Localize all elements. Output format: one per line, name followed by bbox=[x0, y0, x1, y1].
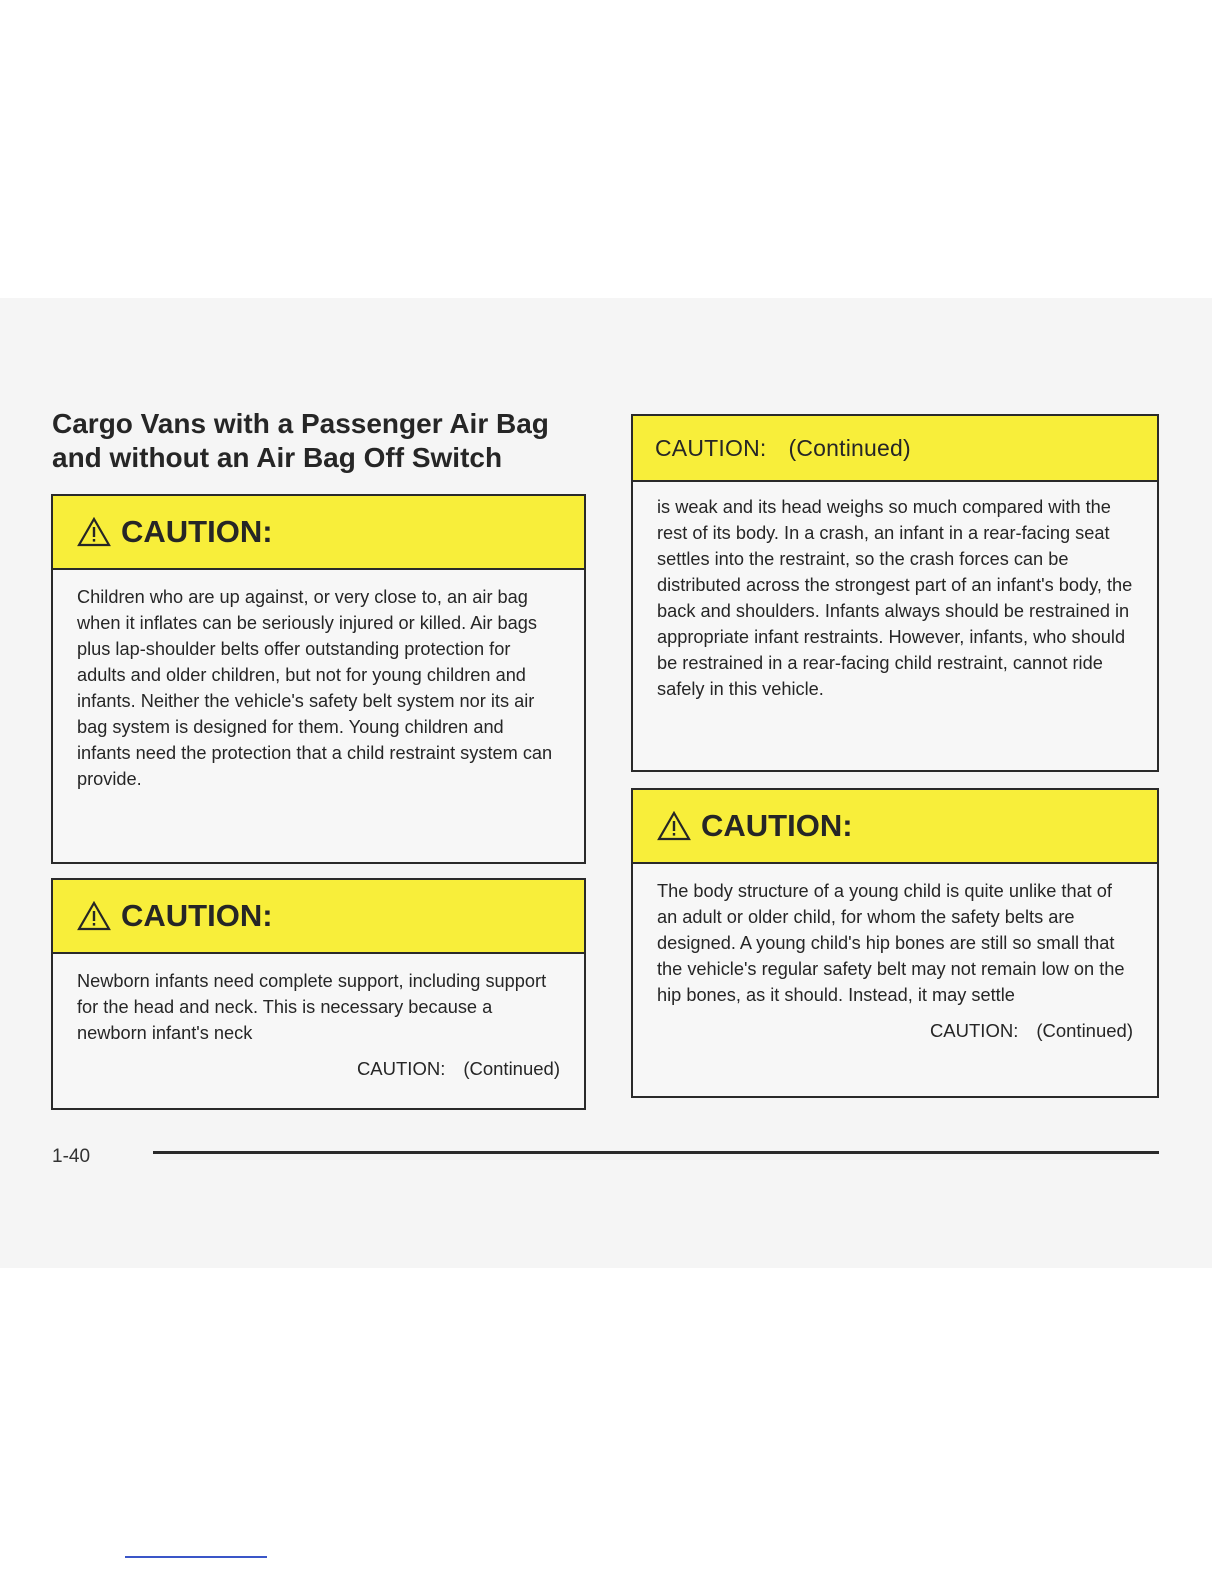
caution-label: CAUTION: bbox=[121, 898, 273, 933]
footnote-rule bbox=[125, 1556, 267, 1558]
continued-caution-label: CAUTION: bbox=[356, 1058, 446, 1079]
caution-continued-header bbox=[633, 416, 1157, 482]
caution-text: Children who are up against, or very close to, an air bag when it inflates can be seriously injured or killed. Air bags plus lap-shoulder belts offer outstanding protection for adults and older children, but not for young children and infants. Neither the vehicle's safety belt system nor its air bag system is designed for them. Young children and infants need the protection that a child restraint system can provide. bbox=[77, 587, 553, 789]
caution-box-continued bbox=[631, 414, 1159, 772]
page-number: 1-40 bbox=[52, 1146, 91, 1167]
warning-triangle-icon bbox=[77, 517, 111, 547]
section-title-line-1: Cargo Vans with a Passenger Air Bag bbox=[52, 408, 549, 439]
continued-caution-label: CAUTION: bbox=[929, 1020, 1019, 1041]
warning-triangle-icon bbox=[77, 901, 111, 931]
caution-text: Newborn infants need complete support, including support for the head and neck. This is necessary because a newborn infant's neck bbox=[77, 971, 547, 1043]
caution-body bbox=[633, 482, 1157, 702]
warning-triangle-icon bbox=[657, 811, 691, 841]
caution-label: CAUTION: bbox=[701, 808, 853, 843]
caution-continued-title bbox=[655, 435, 911, 462]
caution-label: CAUTION: bbox=[121, 514, 273, 549]
caution-box-body-structure bbox=[631, 788, 1159, 1098]
caution-header bbox=[53, 496, 584, 570]
continued-label: (Continued) bbox=[788, 434, 911, 461]
continued-label: (Continued) bbox=[1036, 1020, 1133, 1041]
caution-continued-note bbox=[53, 1058, 584, 1080]
caution-text: is weak and its head weighs so much compared with the rest of its body. In a crash, an infant in a rear-facing seat settles into the restraint, so the crash forces can be distributed across the strongest part of an infant's body, the back and shoulders. Infants always should be restrained in appropriate infant restraints. However, infants, who should be restrained in a rear-facing child restraint, cannot ride safely in this vehicle. bbox=[657, 497, 1133, 699]
continued-label: (Continued) bbox=[463, 1058, 560, 1079]
caution-label: CAUTION: bbox=[655, 434, 767, 461]
caution-header bbox=[53, 880, 584, 954]
caution-text: The body structure of a young child is quite unlike that of an adult or older child, for whom the safety belts are designed. A young child's hip bones are still so small that the vehicle's regular safety belt may not remain low on the hip bones, as it should. Instead, it may settle bbox=[657, 881, 1125, 1005]
caution-body bbox=[53, 570, 584, 792]
caution-continued-note bbox=[633, 1020, 1157, 1042]
footer-rule bbox=[153, 1151, 1159, 1154]
caution-body bbox=[633, 864, 1157, 1008]
caution-box-newborn bbox=[51, 878, 586, 1110]
caution-header bbox=[633, 790, 1157, 864]
caution-body bbox=[53, 954, 584, 1046]
section-title-line-2: and without an Air Bag Off Switch bbox=[52, 442, 503, 473]
section-title bbox=[52, 407, 592, 475]
caution-box-children-close bbox=[51, 494, 586, 864]
